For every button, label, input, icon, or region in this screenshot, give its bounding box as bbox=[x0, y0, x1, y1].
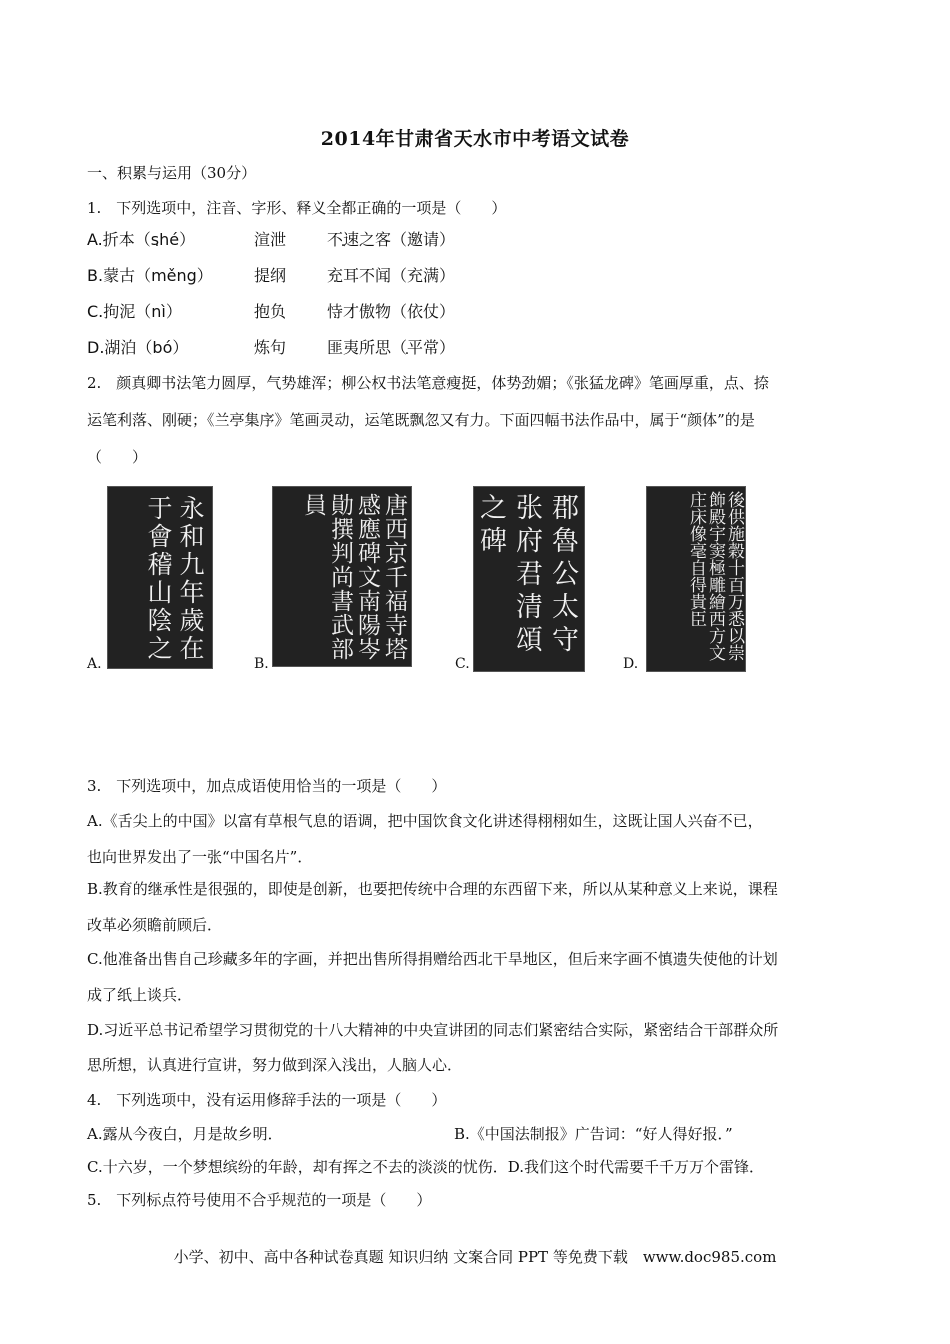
question-5-stem: 5. 下列标点符号使用不合乎规范的一项是（ ） bbox=[87, 1191, 432, 1209]
option-a-text-end: ，这既让国人兴奋不已， bbox=[597, 812, 763, 830]
option-a-pinyin: 本（shé） · bbox=[119, 230, 195, 249]
page-footer: 小学、初中、高中各种试卷真题 知识归纳 文案合同 PPT 等免费下载 www.doc985.com bbox=[173, 1248, 777, 1266]
question-1-stem: 1. 下列选项中，注音、字形、释义全都正确的一项是（ ） bbox=[87, 199, 507, 217]
question-3-stem: 3. 下列选项中，加点成语使用恰当的一项是（ ） bbox=[87, 777, 447, 795]
calligraphy-text-a: 永和九年歲在于會稽山陰之 bbox=[144, 495, 205, 663]
question-3-option-a-line-1 bbox=[87, 811, 763, 831]
section-heading: 一、积累与运用（30分） bbox=[87, 164, 257, 182]
question-3-option-b-line-1: B.教育的继承性是很强的，即使是创新，也要把传统中合理的东西留下来，所以从某种意义上来说，课程 bbox=[87, 880, 778, 898]
option-d-text-end: ，人脑人心． bbox=[372, 1056, 463, 1074]
option-d-text: 思所想，认真进行宣讲，努力做到深入浅出 bbox=[87, 1056, 373, 1074]
option-a-word3-rest: 之客（邀请） bbox=[359, 230, 456, 249]
option-b-text-end: ． bbox=[207, 916, 223, 934]
option-d-word3-dotted: 匪夷 bbox=[327, 338, 360, 357]
option-a-text: A.《舌尖上的中国》以富有草根气息的语调，把中国饮食文化讲述得栩栩如生 bbox=[87, 812, 598, 830]
question-2-line-3: （ ） bbox=[87, 448, 148, 466]
question-3-option-d-line-2 bbox=[87, 1055, 462, 1075]
calligraphy-text-d: 後供施穀十百万悉以崇飾殿宇窦極雕繪西方文庄床像毫自得貴臣 bbox=[686, 491, 744, 661]
question-4-stem: 4. 下列选项中，没有运用修辞手法的一项是（ ） bbox=[87, 1091, 447, 1109]
option-d-word2: 炼句 bbox=[254, 338, 287, 357]
option-d-word3-rest: 所思（平常） · bbox=[359, 338, 455, 357]
question-3-option-c-line-1: C.他准备出售自己珍藏多年的字画，并把出售所得捐赠给西北干旱地区，但后来字画不慎遗失使他的计划 bbox=[87, 950, 778, 968]
question-2-line-2: 运笔利落、刚硬；《兰亭集序》笔画灵动，运笔既飘忽又有力。下面四幅书法作品中，属于“颜体”的是 bbox=[87, 411, 755, 429]
option-c-text: 成了纸上谈兵 bbox=[87, 986, 178, 1004]
question-3-option-b-line-2 bbox=[87, 915, 222, 935]
option-b-text: 改革必须瞻前顾后 bbox=[87, 916, 208, 934]
calligraphy-text-b: 唐西京千福寺塔感應碑文南陽岑勛撰判尚書武部員 bbox=[300, 493, 407, 661]
question-4-option-a: A.露从今夜白，月是故乡明． bbox=[87, 1125, 283, 1143]
calligraphy-image-b bbox=[272, 486, 412, 667]
option-a-word2: 渲泄 bbox=[254, 230, 287, 249]
calligraphy-image-c bbox=[473, 486, 585, 672]
option-c-word3-rest: 才傲物（依仗） bbox=[343, 302, 456, 321]
option-a-char: A.折 bbox=[87, 230, 119, 249]
page-title: 2014年甘肃省天水市中考语文试卷 bbox=[320, 128, 630, 150]
option-b-char: B.蒙 bbox=[87, 266, 120, 285]
image-label-c: C. bbox=[455, 656, 470, 672]
option-b-word2: 提纲 bbox=[254, 266, 287, 285]
image-label-b: B. bbox=[254, 656, 269, 672]
question-3-option-a-line-2: 也向世界发出了一张“中国名片”． bbox=[87, 848, 313, 866]
option-d-pinyin: （bó） bbox=[136, 338, 189, 357]
question-3-option-d-line-1: D.习近平总书记希望学习贯彻党的十八大精神的中央宣讲团的同志们紧密结合实际，紧密结合干部群众所 bbox=[87, 1021, 779, 1039]
image-label-d: D. bbox=[623, 656, 639, 672]
calligraphy-image-d bbox=[646, 486, 746, 672]
question-4-option-cd: C.十六岁，一个梦想缤纷的年龄，却有挥之不去的淡淡的忧伤．D.我们这个时代需要千千万万个雷锋． bbox=[87, 1158, 764, 1176]
option-c-pinyin: （nì） bbox=[135, 302, 182, 321]
option-c-text-end: ． bbox=[177, 986, 193, 1004]
option-a-word3-dotted: 不速 bbox=[327, 230, 360, 249]
option-c-word3-dotted: 恃 bbox=[327, 302, 344, 321]
question-3-option-c-line-2 bbox=[87, 985, 192, 1005]
option-c-word2: 抱负 bbox=[254, 302, 287, 321]
calligraphy-image-a bbox=[107, 486, 213, 669]
option-c-char: C.拘泥 bbox=[87, 302, 136, 321]
option-b-word3-dotted: 充 bbox=[327, 266, 344, 285]
question-2-line-1: 2. 颜真卿书法笔力圆厚，气势雄浑；柳公权书法笔意瘦挺，体势劲媚；《张猛龙碑》笔画厚重，点、捺 bbox=[87, 374, 769, 392]
calligraphy-text-c: 郡魯公太守张府君清頌之碑 bbox=[475, 493, 578, 658]
option-d-char: D.湖泊 bbox=[87, 338, 137, 357]
option-b-word3-rest: 耳不闻（充满） bbox=[343, 266, 456, 285]
image-label-a: A. bbox=[87, 656, 102, 672]
question-4-option-b: B.《中国法制报》广告词：“好人得好报．” bbox=[454, 1125, 733, 1143]
option-b-pinyin: 古（měng） bbox=[119, 266, 213, 285]
